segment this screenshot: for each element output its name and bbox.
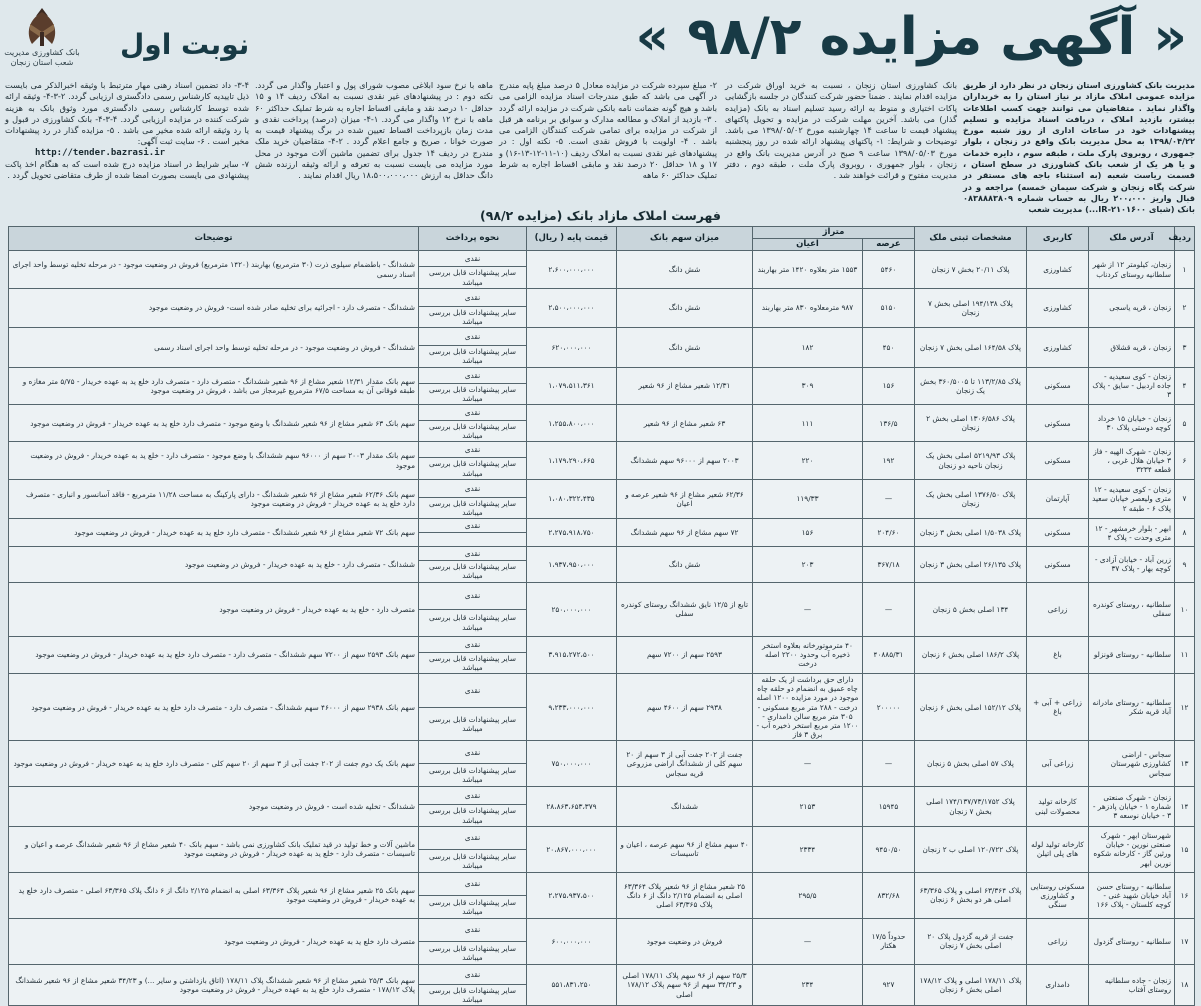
address-cell: زنجان، کیلومتر ۱۲ از شهر سلطانیه روستای کردناب bbox=[1089, 251, 1175, 288]
usage-cell: مسکونی bbox=[1027, 442, 1089, 479]
description-cell: ششدانگ - متصرف دارد - خلع ید به عهده خریدار - فروش در وضعیت موجود bbox=[9, 547, 419, 582]
description-cell: ششدانگ - باطضمام سیلوی ذرت (۳۰ مترمربع) بهاربند (۱۴۲۰ مترمربع) فروش در وضعیت موجود - در مرحله تخلیه توسط واحد اجرای اسناد رسمی bbox=[9, 251, 419, 288]
description-cell: سهم بانک مقدار ۲۰۰۳ سهم از ۹۶۰۰۰ سهم ششدانگ با وضع موجود - متصرف دارد - خلع ید به عهده خریدار - فروش در وضعیت موجود bbox=[9, 442, 419, 479]
registry-cell: پلاک ۱۷۸/۱۱ اصلی و پلاک ۱۷۸/۱۲ اصلی بخش ۶ زنجان bbox=[915, 964, 1027, 1005]
description-cell: متصرف دارد - خلع ید به عهده خریدار - فروش در وضعیت موجود bbox=[9, 582, 419, 636]
land-area-cell: ۱۳۶/۵ bbox=[863, 405, 915, 442]
usage-cell: کارخانه تولید محصولات لبنی bbox=[1027, 787, 1089, 826]
row-number-cell: ۴ bbox=[1175, 367, 1195, 404]
payment-cash-cell: نقدی bbox=[418, 872, 526, 895]
description-cell: سهم بانک ۲۵/۳ شعیر مشاع از ۹۶ شعیر ششدانگ پلاک ۱۷۸/۱۱ (اتاق بازداشتی و سایر ...) و ۳۴/۲۳ شعیر مشاع از ۹۶ شعیر ششدانگ پلاک ۱۷۸/۱۲ - متصرف دارد خلع ید به عهده خریدار - فروش در وضعیت موجود bbox=[9, 964, 419, 1005]
building-area-cell: ۲۳۴ bbox=[752, 964, 862, 1005]
description-cell: ششدانگ - متصرف دارد - اجرائیه برای تخلیه صادر شده است- فروش در وضعیت موجود bbox=[9, 288, 419, 327]
bank-share-cell: فروش در وضعیت موجود bbox=[616, 918, 752, 964]
registry-cell: پلاک ۱۶۴/۵۸ اصلی بخش ۷ زنجان bbox=[915, 328, 1027, 367]
table-title: فهرست املاک مازاد بانک (مزایده ۹۸/۲) bbox=[479, 208, 721, 223]
payment-cash-cell: نقدی bbox=[418, 787, 526, 805]
registry-cell: جفت از قریه گزدول پلاک ۲۰ اصلی بخش ۷ زنجان bbox=[915, 918, 1027, 964]
base-price-cell: ۳،۹۱۵،۲۷۲،۵۰۰ bbox=[526, 636, 616, 673]
payment-cash-cell: نقدی bbox=[418, 582, 526, 609]
payment-other-cell: سایر پیشنهادات قابل بررسی میباشد bbox=[418, 346, 526, 367]
payment-cash-cell: نقدی bbox=[418, 442, 526, 458]
registry-cell: پلاک ۱۸۶/۲ اصلی بخش ۶ زنجان bbox=[915, 636, 1027, 673]
table-row bbox=[9, 674, 1195, 708]
usage-cell: مسکونی bbox=[1027, 547, 1089, 582]
bank-share-cell: ۷۲ سهم مشاع از ۹۶ سهم ششدانگ bbox=[616, 519, 752, 547]
table-row bbox=[9, 547, 1195, 561]
row-number-cell: ۱۱ bbox=[1175, 636, 1195, 673]
table-row bbox=[9, 826, 1195, 849]
payment-cash-cell: نقدی bbox=[418, 636, 526, 652]
bank-logo-caption: بانک کشاورزی مدیریت شعب استان زنجان bbox=[4, 48, 80, 67]
base-price-cell: ۱،۰۷۹،۵۱۱،۳۶۱ bbox=[526, 367, 616, 404]
land-area-cell: ۲۰۰۰۰۰ bbox=[863, 674, 915, 741]
building-area-cell: ۲۱۵۳ bbox=[752, 787, 862, 826]
land-area-cell: ۳۶۷/۱۸ bbox=[863, 547, 915, 582]
address-cell: زنجان - شهرک صنعتی شماره ۱ - خیابان پادزهر - ۳ - خیابان نوسعه ۳ bbox=[1089, 787, 1175, 826]
registry-cell: پلاک ۱۷۴/۱۳۷/۷۳/۱۷۵۲ اصلی بخش ۷ زنجان bbox=[915, 787, 1027, 826]
registry-cell: پلاک ۵۲۱۹/۹۳ اصلی بخش یک زنجان ناحیه دو زنجان bbox=[915, 442, 1027, 479]
payment-other-cell: سایر پیشنهادات قابل بررسی میباشد bbox=[418, 652, 526, 673]
payment-cash-cell: نقدی bbox=[418, 826, 526, 849]
table-row bbox=[9, 479, 1195, 497]
payment-other-cell bbox=[418, 533, 526, 547]
building-area-cell: ۹۸۷ مترمعلاوه ۸۳۰ متر بهاربند bbox=[752, 288, 862, 327]
column-header-share: میزان سهم بانک bbox=[616, 227, 752, 251]
column-header-building: اعیان bbox=[752, 239, 862, 251]
land-area-cell: ۲۰۴/۶۰ bbox=[863, 519, 915, 547]
bank-share-cell: ۲۵/۳ سهم از ۹۶ سهم پلاک ۱۷۸/۱۱ اصلی و ۳۴/۲۳ سهم از ۹۶ سهم پلاک ۱۷۸/۱۲ اصلی bbox=[616, 964, 752, 1005]
base-price-cell: ۱،۲۵۵،۸۰۰،۰۰۰ bbox=[526, 405, 616, 442]
table-row bbox=[9, 636, 1195, 652]
tender-site-link[interactable]: http://tender.bazrasi.ir bbox=[35, 147, 166, 158]
base-price-cell: ۱،۱۷۹،۲۹۰،۶۶۵ bbox=[526, 442, 616, 479]
land-area-cell: ۴۵۰ bbox=[863, 328, 915, 367]
row-number-cell: ۳ bbox=[1175, 328, 1195, 367]
building-area-cell: ۱۸۲ bbox=[752, 328, 862, 367]
bank-share-cell: شش دانگ bbox=[616, 251, 752, 288]
column-header-area: متراژ bbox=[752, 227, 914, 239]
table-row bbox=[9, 328, 1195, 346]
table-row bbox=[9, 519, 1195, 533]
land-area-cell: ۹۴۵۰/۵۰ bbox=[863, 826, 915, 872]
address-cell: زنجان - جاده سلطانیه روستای آفتاب bbox=[1089, 964, 1175, 1005]
conditions-paragraph: ۲- مبلغ سپرده شرکت در مزایده معادل ۵ درصد مبلغ پایه مندرج در آگهی می باشد که طبق مندرجات اسناد مزایده الزامی می باشد و هیچ گونه ضمانت نامه بانکی شرکت در مزایده ارائه گردد . ۳- بازدید از املاک و مطالعه مدارک و سوابق بر برنامه هر قبل از شرکت در مزایده برای تمامی شرکت کنندگان الزامی می باشد . ۴- اولویت با فروش نقدی است. ۵- نکته اول : در پیشنهادهای غیر نقدی نسبت به املاک ردیف (۱۰-۱۱-۱۲-۱۳-۱۶) و ۱۷ و ۱۸ حداقل ۲۰ درصد نقد و مابقی اقساط اجاره به شرط تملیک حداکثر ۶۰ ماهه bbox=[499, 80, 717, 181]
usage-cell: کارخانه تولید لوله های پلی اتیلن bbox=[1027, 826, 1089, 872]
description-cell: ششدانگ - فروش در وضعیت موجود - در مرحله تخلیه توسط واحد اجرای اسناد رسمی bbox=[9, 328, 419, 367]
payment-cash-cell: نقدی bbox=[418, 519, 526, 533]
description-cell: سهم بانک ۲۵۹۳ سهم از ۷۲۰۰ سهم ششدانگ - متصرف دارد - متصرف دارد خلع ید به عهده خریدار - فروش در وضعیت موجود bbox=[9, 636, 419, 673]
address-cell: سلطانیه - روستای مادرانه آباد قریه شکر bbox=[1089, 674, 1175, 741]
land-area-cell: ۵۱۵۰ bbox=[863, 288, 915, 327]
payment-other-cell: سایر پیشنهادات قابل بررسی میباشد bbox=[418, 764, 526, 787]
land-area-cell: ۸۳۲/۶۸ bbox=[863, 872, 915, 918]
payment-other-cell: سایر پیشنهادات قابل بررسی میباشد bbox=[418, 561, 526, 582]
registry-cell: پلاک ۱۳۷۶/۵۰ اصلی بخش یک زنجان bbox=[915, 479, 1027, 518]
intro-column-1 bbox=[963, 80, 1195, 215]
properties-table bbox=[8, 226, 1195, 1006]
payment-other-cell: سایر پیشنهادات قابل بررسی میباشد bbox=[418, 707, 526, 741]
base-price-cell: ۵۵۱،۸۳۱،۲۵۰ bbox=[526, 964, 616, 1005]
row-number-cell: ۱۰ bbox=[1175, 582, 1195, 636]
usage-cell: آپارتمان bbox=[1027, 479, 1089, 518]
registry-cell: پلاک ۱۲۰/۷۲۲ اصلی ب ۲ زنجان bbox=[915, 826, 1027, 872]
building-area-cell: — bbox=[752, 741, 862, 787]
base-price-cell: ۲،۶۰۰،۰۰۰،۰۰۰ bbox=[526, 251, 616, 288]
payment-other-cell: سایر پیشنهادات قابل بررسی میباشد bbox=[418, 383, 526, 404]
payment-other-cell: سایر پیشنهادات قابل بررسی میباشد bbox=[418, 458, 526, 479]
payment-cash-cell: نقدی bbox=[418, 741, 526, 764]
building-area-cell: ۲۰۳ bbox=[752, 547, 862, 582]
bank-share-cell: شش دانگ bbox=[616, 547, 752, 582]
address-cell: سلطانیه ، روستای کوندره سفلی bbox=[1089, 582, 1175, 636]
intro-paragraph: مدیریت بانک کشاورزی استان زنجان در نظر دارد از طریق مزایده عمومی املاک مازاد بر نیاز استان را به خریداران واگذار نماید . متقاضیان می توانند جهت کسب اطلاعات بیشتر، بازدید املاک ، دریافت اسناد مزایده و تسلیم پیشنهادات خود در ساعات اداری از روز شنبه مورخ ۱۳۹۸/۰۴/۲۲ به محل مدیریت بانک واقع در زنجان ، بلوار جمهوری ، روبروی پارک ملت ، طبقه سوم ، دایره خدمات و یا هر یک از شعب بانک کشاورزی در سطح استان ، قسمت ریاست شعبه (به استثناء باجه های مستقر در شرکت پگاه زنجان و شرکت سیمان خمسه) مراجعه و در قبال واریز ۲۰۰،۰۰۰ ریال به حساب شماره ۰۸۳۸۸۸۳۸۰۹ بانک (شبای IR-۲۱۰۱۶۰۰...) مدیریت شعب bbox=[963, 80, 1195, 215]
row-number-cell: ۸ bbox=[1175, 519, 1195, 547]
registry-cell: پلاک ۲۰/۱۱ بخش ۷ زنجان bbox=[915, 251, 1027, 288]
bank-share-cell: جفت از ۲۰۲ جفت آبی از ۳ سهم از ۲۰ سهم کلی از ششدانگ اراضی مزروعی قریه سجاس bbox=[616, 741, 752, 787]
payment-other-cell: سایر پیشنهادات قابل بررسی میباشد bbox=[418, 941, 526, 964]
table-row bbox=[9, 251, 1195, 267]
table-row bbox=[9, 964, 1195, 984]
bank-share-cell: ۲۵ شعیر مشاع از ۹۶ شعیر پلاک ۶۳/۳۶۴ اصلی به انضمام ۲/۱۲۵ دانگ از ۶ دانگ پلاک ۶۳/۳۶۵ اصلی bbox=[616, 872, 752, 918]
base-price-cell: ۶۲۰،۰۰۰،۰۰۰ bbox=[526, 328, 616, 367]
building-area-cell: ۴۰ مترموتورخانه بعلاوه استخر ذخیره آب وحدود ۲۲۰۰ اصله درخت bbox=[752, 636, 862, 673]
address-cell: زنجان ، قریه قشلاق bbox=[1089, 328, 1175, 367]
table-row bbox=[9, 442, 1195, 458]
publication-turn: نوبت اول bbox=[120, 28, 250, 61]
base-price-cell: ۷۵۰،۰۰۰،۰۰۰ bbox=[526, 741, 616, 787]
payment-cash-cell: نقدی bbox=[418, 288, 526, 306]
column-header-usage: کاربری bbox=[1027, 227, 1089, 251]
row-number-cell: ۵ bbox=[1175, 405, 1195, 442]
table-row bbox=[9, 741, 1195, 764]
usage-cell: زراعی bbox=[1027, 918, 1089, 964]
bank-share-cell: ۲۰۰۳ سهم از ۹۶۰۰۰ سهم ششدانگ bbox=[616, 442, 752, 479]
payment-other-cell: سایر پیشنهادات قابل بررسی میباشد bbox=[418, 849, 526, 872]
building-area-cell: ۲۹۵/۵ bbox=[752, 872, 862, 918]
address-cell: زنجان - خیابان ۱۵ خرداد کوچه دوستی پلاک ۳۰ bbox=[1089, 405, 1175, 442]
bank-share-cell: ۲۵۹۳ سهم از ۷۲۰۰ سهم bbox=[616, 636, 752, 673]
building-area-cell: ۳۰۹ bbox=[752, 367, 862, 404]
payment-cash-cell: نقدی bbox=[418, 918, 526, 941]
address-cell: زنجان - شهرک الهیه - فاز ۳ خیابان هلال غربی ، قطعه ۳۲۳۴ bbox=[1089, 442, 1175, 479]
registry-cell: پلاک ۱۱۳/۲/۸۵ تا ۳۶۰/۵۰۰۵ بخش یک زنجان bbox=[915, 367, 1027, 404]
address-cell: ابهر - بلوار خرمشهر - ۱۲ متری وحدت - پلاک ۴ bbox=[1089, 519, 1175, 547]
registry-cell: ۱۳۴ اصلی بخش ۵ زنجان bbox=[915, 582, 1027, 636]
payment-other-cell: سایر پیشنهادات قابل بررسی میباشد bbox=[418, 497, 526, 518]
usage-cell: مسکونی bbox=[1027, 519, 1089, 547]
address-cell: زنجان ، قریه یاسجی bbox=[1089, 288, 1175, 327]
base-price-cell: ۲۵۰،۰۰۰،۰۰۰ bbox=[526, 582, 616, 636]
payment-cash-cell: نقدی bbox=[418, 547, 526, 561]
column-header-payment: نحوه پرداخت bbox=[418, 227, 526, 251]
address-cell: زنجان - کوی سعیدیه - جاده اردبیل - سایق - پلاک ۳ bbox=[1089, 367, 1175, 404]
bank-share-cell: ۱۲/۳۱ شعیر مشاع از ۹۶ شعیر bbox=[616, 367, 752, 404]
base-price-cell: ۹،۲۳۳،۰۰۰،۰۰۰ bbox=[526, 674, 616, 741]
payment-cash-cell: نقدی bbox=[418, 367, 526, 383]
row-number-cell: ۱۴ bbox=[1175, 787, 1195, 826]
description-cell: ششدانگ - تخلیه شده است - فروش در وضعیت موجود bbox=[9, 787, 419, 826]
land-area-cell: ۴۰۸۸۵/۳۱ bbox=[863, 636, 915, 673]
table-row bbox=[9, 582, 1195, 609]
registry-cell: پلاک ۱۳۰۶/۵۸۶ اصلی بخش ۲ زنجان bbox=[915, 405, 1027, 442]
land-area-cell: — bbox=[863, 582, 915, 636]
bank-share-cell: ۴۰ سهم مشاع از ۹۶ سهم عرصه ، اعیان و تاسیسات bbox=[616, 826, 752, 872]
bank-share-cell: ششدانگ bbox=[616, 787, 752, 826]
conditions-paragraph: ۷- سایر شرایط در اسناد مزایده درج شده است که به هنگام اخذ پاکت پیشنهادی می بایست بصورت امضا شده از طرف متقاضی تحویل گردد . bbox=[5, 159, 249, 181]
usage-cell: مسکونی bbox=[1027, 367, 1089, 404]
registry-cell: پلاک ۱۵۲/۱۲ اصلی بخش ۶ زنجان bbox=[915, 674, 1027, 741]
table-header-row bbox=[9, 227, 1195, 239]
base-price-cell: ۱،۰۸۰،۳۲۲،۴۳۵ bbox=[526, 479, 616, 518]
row-number-cell: ۱۸ bbox=[1175, 964, 1195, 1005]
intro-section bbox=[0, 80, 1201, 215]
land-area-cell: ۹۲۷ bbox=[863, 964, 915, 1005]
description-cell: ماشین آلات و خط تولید در قید تملیک بانک کشاورزی نمی باشد - سهم بانک ۴۰ شعیر مشاع از ۹۶ شعیر ششدانگ عرصه و اعیان و تاسیسات - متصرف دارد - خلع ید به عهده خریدار - فروش در وضعیت موجود bbox=[9, 826, 419, 872]
payment-cash-cell: نقدی bbox=[418, 479, 526, 497]
building-area-cell: ۱۵۵۳ متر بعلاوه ۱۴۲۰ متر بهاربند bbox=[752, 251, 862, 288]
registry-cell: پلاک ۱۹۴/۱۳۸ اصلی بخش ۷ زنجان bbox=[915, 288, 1027, 327]
column-header-description: توضیحات bbox=[9, 227, 419, 251]
table-row bbox=[9, 367, 1195, 383]
land-area-cell: ۱۵۹۴۵ bbox=[863, 787, 915, 826]
column-header-land: عرصه bbox=[863, 239, 915, 251]
usage-cell: کشاورزی bbox=[1027, 328, 1089, 367]
row-number-cell: ۶ bbox=[1175, 442, 1195, 479]
usage-cell: زراعی آبی bbox=[1027, 741, 1089, 787]
usage-cell: مسکونی bbox=[1027, 405, 1089, 442]
bank-share-cell: شش دانگ bbox=[616, 288, 752, 327]
table-body bbox=[9, 251, 1195, 1006]
payment-other-cell: سایر پیشنهادات قابل بررسی میباشد bbox=[418, 805, 526, 826]
registry-cell: پلاک ۶۳/۳۶۴ اصلی و پلاک ۶۳/۳۶۵ اصلی هر دو بخش ۶ زنجان bbox=[915, 872, 1027, 918]
row-number-cell: ۹ bbox=[1175, 547, 1195, 582]
building-area-cell: — bbox=[752, 918, 862, 964]
usage-cell: کشاورزی bbox=[1027, 288, 1089, 327]
intro-column-2 bbox=[725, 80, 957, 204]
building-area-cell: ۱۵۶ bbox=[752, 519, 862, 547]
address-cell: سلطانیه - روستای گزدول bbox=[1089, 918, 1175, 964]
row-number-cell: ۲ bbox=[1175, 288, 1195, 327]
column-header-row-number: ردیف bbox=[1175, 227, 1195, 251]
payment-other-cell: سایر پیشنهادات قابل بررسی میباشد bbox=[418, 895, 526, 918]
usage-cell: زراعی bbox=[1027, 582, 1089, 636]
payment-cash-cell: نقدی bbox=[418, 674, 526, 708]
land-area-cell: ۱۵۶ bbox=[863, 367, 915, 404]
row-number-cell: ۱۷ bbox=[1175, 918, 1195, 964]
conditions-paragraph: ۳-۴- داد تضمین اسناد رهنی مهار مترتبط با وثیقه اخبرالذکر می بایست ذیل تاییدیه کارشناس رسمی دادگستری ارزیابی گردد. ۲-۳-۴- وثیقه ارائه شده توسط کارشناس رسمی دادگستری مورد وثوق بانک به هزینه شرکت کننده در مزایده ارزیابی گردد. ۴-۳-۴- بانک کشاورزی در قبول و یا رد وثیقه ارائه شده مخیر می باشد . ۵- مزایده گذار در رد پیشنهادات مخیر است . ۶- سایت ثبت آگهی: bbox=[5, 80, 249, 147]
registry-cell: پلاک ۱/۵۰۳۸ اصلی بخش ۳ زنجان bbox=[915, 519, 1027, 547]
description-cell: سهم بانک ۷۲ شعیر مشاع از ۹۶ شعیر ششدانگ - متصرف دارد خلع ید به عهده خریدار - فروش در وضعیت موجود bbox=[9, 519, 419, 547]
table-row bbox=[9, 787, 1195, 805]
usage-cell: مسکونی روستایی و کشاورزی سنگی bbox=[1027, 872, 1089, 918]
description-cell: سهم بانک مقدار ۱۲/۳۱ شعیر مشاع از ۹۶ شعیر ششدانگ - متصرف دارد - متصرف دارد خلع ید به عهده خریدار - ۵/۷۵ متر مغازه و طبقه فوقانی آن به مساحت ۶۷/۵ مترمربع غیرمجاز می باشد ، فروش در وضعیت موجود bbox=[9, 367, 419, 404]
land-area-cell: — bbox=[863, 741, 915, 787]
building-area-cell: ۱۱۹/۳۳ bbox=[752, 479, 862, 518]
usage-cell: زراعی + آبی + باغ bbox=[1027, 674, 1089, 741]
row-number-cell: ۱ bbox=[1175, 251, 1195, 288]
address-cell: سلطانیه - روستای حسن آباد خیابان شهید غنی - کوچه کلستان - پلاک ۱۶۶ bbox=[1089, 872, 1175, 918]
notice-header bbox=[0, 0, 1201, 78]
description-cell: سهم بانک ۶۲/۳۶ شعیر مشاع از ۹۶ شعیر ششدانگ - دارای پارکینگ به مساحت ۱۱/۲۸ مترمربع - فاقد آسانسور و انباری - متصرف دارد خلع ید به عهده خریدار - فروش در وضعیت موجود bbox=[9, 479, 419, 518]
registry-cell: پلاک ۲۶/۱۳۵ اصلی بخش ۳ زنجان bbox=[915, 547, 1027, 582]
row-number-cell: ۱۵ bbox=[1175, 826, 1195, 872]
bank-share-cell: شش دانگ bbox=[616, 328, 752, 367]
usage-cell: کشاورزی bbox=[1027, 251, 1089, 288]
description-cell: سهم بانک ۲۹۳۸ سهم از ۴۶۰۰۰ سهم ششدانگ - متصرف دارد - متصرف دارد خلع ید به عهده خریدار - فروش در وضعیت موجود bbox=[9, 674, 419, 741]
base-price-cell: ۲،۲۷۵،۹۳۷،۵۰۰ bbox=[526, 872, 616, 918]
description-cell: متصرف دارد خلع ید به عهده خریدار - فروش در وضعیت موجود bbox=[9, 918, 419, 964]
land-area-cell: ۱۹۲ bbox=[863, 442, 915, 479]
row-number-cell: ۷ bbox=[1175, 479, 1195, 518]
usage-cell: دامداری bbox=[1027, 964, 1089, 1005]
land-area-cell: حدوداً ۱۷/۵ هکتار bbox=[863, 918, 915, 964]
conditions-paragraph: بانک کشاورزی استان زنجان ، نسبت به خرید اوراق شرکت در مزایده اقدام نمایند . ضمناً حضور شرکت کنندگان در جلسه بازگشایی پاکات اختیاری و منوط به ارائه رسید تسلیم اسناد به بانک (مزایده گذار) می باشد. آخرین مهلت شرکت در مزایده و تحویل پاکتهای پیشنهاد قیمت تا ساعت ۱۴ چهارشنبه مورخ ۱۳۹۸/۰۵/۰۲ می باشد. توضیحات و شرایط: ۱- پاکتهای پیشنهاد ارائه شده در روز پنجشنبه مورخ ۱۳۹۸/۰۵/۰۳ ساعت ۹ صبح در آدرس مدیریت بانک واقع در زنجان ، بلوار جمهوری ، روبروی پارک ملت ، طبقه دوم ، دفتر مدیریت مفتوح و قرائت خواهند شد . bbox=[725, 80, 958, 181]
building-area-cell: ۲۳۳۴ bbox=[752, 826, 862, 872]
intro-column-4 bbox=[255, 80, 493, 204]
address-cell: سلطانیه - روستای قونزلو bbox=[1089, 636, 1175, 673]
land-area-cell: — bbox=[863, 479, 915, 518]
intro-column-5 bbox=[5, 80, 249, 204]
payment-other-cell: سایر پیشنهادات قابل بررسی میباشد bbox=[418, 421, 526, 442]
bank-share-cell: ۶۳ شعیر مشاع از ۹۶ شعیر bbox=[616, 405, 752, 442]
payment-other-cell: سایر پیشنهادات قابل بررسی میباشد bbox=[418, 306, 526, 327]
row-number-cell: ۱۲ bbox=[1175, 674, 1195, 741]
row-number-cell: ۱۳ bbox=[1175, 741, 1195, 787]
base-price-cell: ۶۰۰،۰۰۰،۰۰۰ bbox=[526, 918, 616, 964]
intro-column-3 bbox=[499, 80, 717, 204]
address-cell: سجاس - اراضی کشاورزی شهرستان سجاس bbox=[1089, 741, 1175, 787]
row-number-cell: ۱۶ bbox=[1175, 872, 1195, 918]
payment-cash-cell: نقدی bbox=[418, 405, 526, 421]
usage-cell: باغ bbox=[1027, 636, 1089, 673]
column-header-address: آدرس ملک bbox=[1089, 227, 1175, 251]
payment-other-cell: سایر پیشنهادات قابل بررسی میباشد bbox=[418, 609, 526, 636]
payment-cash-cell: نقدی bbox=[418, 328, 526, 346]
registry-cell: پلاک ۵۷ اصلی بخش ۵ زنجان bbox=[915, 741, 1027, 787]
payment-cash-cell: نقدی bbox=[418, 251, 526, 267]
address-cell: زنجان - کوی سعیدیه - ۱۲ متری ولیعصر خیابان سعید پلاک ۶ - طبقه ۲ bbox=[1089, 479, 1175, 518]
address-cell: زرین آباد - خیابان آزادی - کوچه بهار - پلاک ۳۷ bbox=[1089, 547, 1175, 582]
land-area-cell: ۵۴۶۰ bbox=[863, 251, 915, 288]
bank-share-cell: ۲۹۳۸ سهم از ۴۶۰۰ سهم bbox=[616, 674, 752, 741]
description-cell: سهم بانک یک دوم جفت از ۲۰۲ جفت آبی از ۳ سهم از ۲۰ سهم کلی - متصرف دارد خلع ید به عهده خریدار - فروش در وضعیت موجود bbox=[9, 741, 419, 787]
description-cell: سهم بانک ۲۵ شعیر مشاع از ۹۶ شعیر پلاک ۶۳/۳۶۴ اصلی به انضمام ۲/۱۲۵ دانگ از ۶ دانگ پلاک ۶۳/۳۶۵ اصلی - متصرف دارد خلع ید به عهده خریدار - فروش در وضعیت موجود bbox=[9, 872, 419, 918]
notice-title: « آگهی مزایده ۹۸/۲ » bbox=[635, 7, 1187, 67]
building-area-cell: ۱۱۱ bbox=[752, 405, 862, 442]
column-header-price: قیمت پایه ( ریال) bbox=[526, 227, 616, 251]
building-area-cell: دارای حق برداشت از یک حلقه چاه عمیق به انضمام دو حلقه چاه موجود در مورد مزایده ۱۲۰۰ اصله درخت - ۲۸۸ متر مربع مسکونی - ۳۰۵ متر مربع سالن دامداری - ۱۲۰۰ متر مربع استخر ذخیره آب - برق ۳ فاز bbox=[752, 674, 862, 741]
column-header-registry: مشخصات ثبتی ملک bbox=[915, 227, 1027, 251]
payment-other-cell: سایر پیشنهادات قابل بررسی میباشد bbox=[418, 984, 526, 1005]
conditions-paragraph: ماهه با نرخ سود ابلاغی مصوب شورای پول و اعتبار واگذار می گردد. نکته دوم : در پیشنهادهای غیر نقدی نسبت به املاک ردیف ۱۴ و ۱۵ حداقل ۱۰ درصد نقد و مابقی اقساط اجاره به شرط تملیک حداکثر ۶۰ ماهه با نرخ ۱۲ واگذار می گردد. ۱-۴- میزان (درصد) پرداخت نقدی و مدت زمان بازپرداخت اقساط تعیین شده در برگ پیشنهاد قیمت به صورت خوانا ، صریح و جامع اعلام گردد . ۲-۴- متقاضیان خرید ملک مندرج در ردیف ۱۴ جدول برای تضمین ماشین آلات موجود در محل مورد مزایده می بایست نسبت به تعرفه و ارائه وثیقه ارزنده شش دانگ حداقل به ارزش ۱۸،۵۰۰،۰۰۰،۰۰۰ ریال اقدام نمایند . bbox=[255, 80, 493, 181]
base-price-cell: ۲،۲۷۵،۹۱۸،۷۵۰ bbox=[526, 519, 616, 547]
building-area-cell: — bbox=[752, 582, 862, 636]
table-row bbox=[9, 918, 1195, 941]
description-cell: سهم بانک ۶۳ شعیر مشاع از ۹۶ شعیر ششدانگ با وضع موجود - متصرف دارد خلع ید به عهده خریدار - فروش در وضعیت موجود bbox=[9, 405, 419, 442]
payment-cash-cell: نقدی bbox=[418, 964, 526, 984]
table-row bbox=[9, 405, 1195, 421]
bank-share-cell: ۶۲/۳۶ شعیر مشاع از ۹۶ شعیر عرصه و اعیان bbox=[616, 479, 752, 518]
base-price-cell: ۲۰،۸۶۷،۰۰۰،۰۰۰ bbox=[526, 826, 616, 872]
base-price-cell: ۲۸،۸۶۳،۶۵۳،۳۷۹ bbox=[526, 787, 616, 826]
bank-share-cell: تابع از ۱۲/۵ نایق ششدانگ روستای کوندره سفلی bbox=[616, 582, 752, 636]
address-cell: شهرستان ابهر - شهرک صنعتی نورین - خیابان ورثین گاز - کارخانه شکوه نورین ابهر bbox=[1089, 826, 1175, 872]
table-row bbox=[9, 872, 1195, 895]
base-price-cell: ۲،۵۰۰،۰۰۰،۰۰۰ bbox=[526, 288, 616, 327]
base-price-cell: ۱،۹۳۷،۹۵۰،۰۰۰ bbox=[526, 547, 616, 582]
building-area-cell: ۲۲۰ bbox=[752, 442, 862, 479]
table-row bbox=[9, 288, 1195, 306]
payment-other-cell: سایر پیشنهادات قابل بررسی میباشد bbox=[418, 267, 526, 288]
